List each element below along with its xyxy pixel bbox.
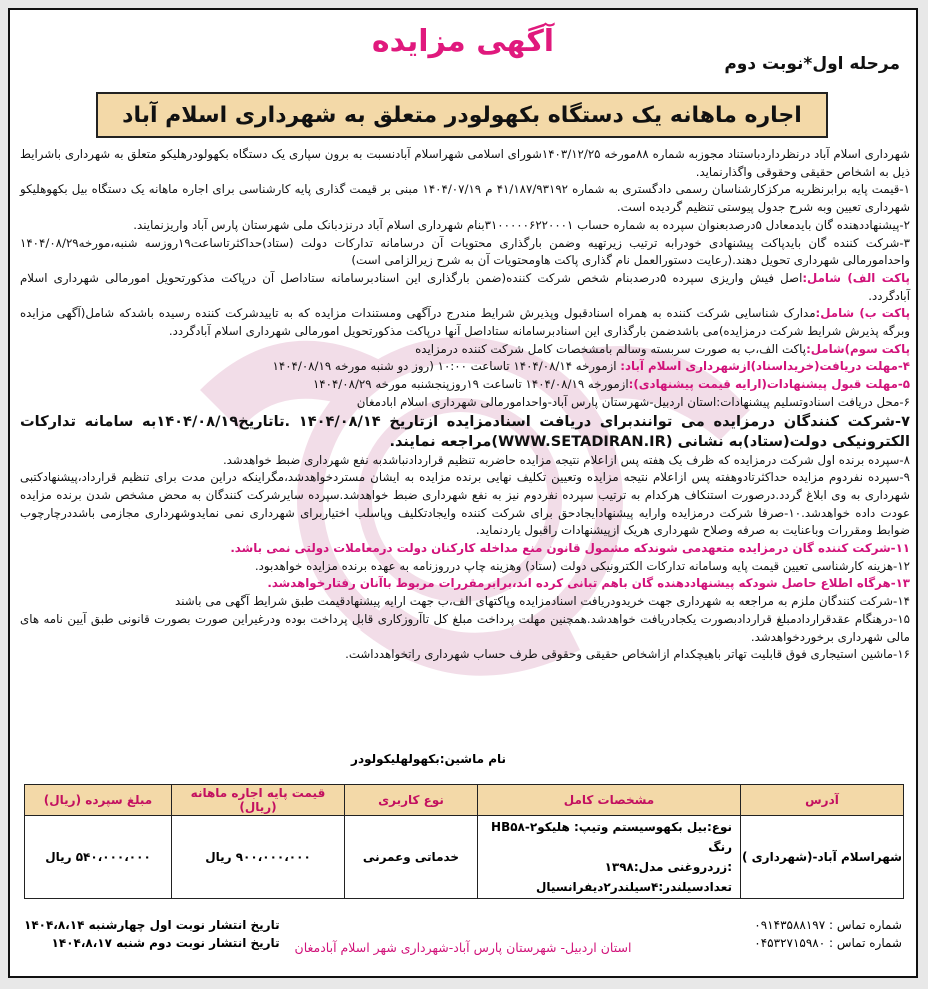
stage-label: مرحله اول*نوبت دوم [724,54,900,74]
clause-4-text: ازمورخه ۱۴۰۴/۰۸/۱۴ تاساعت ۱۰:۰۰ (روز دو شنبه مورخه ۱۴۰۴/۰۸/۱۹ [272,359,621,374]
header-price: قیمت پایه اجاره ماهانه (ریال) [172,785,345,816]
packet-b [20,305,910,340]
header-address: آدرس [741,785,904,816]
pub-date-2: تاریخ انتشار نوبت دوم شنبه ۱۴۰۴،۸،۱۷ [51,936,280,950]
table-row [25,816,904,899]
clause-7-text: ۷-شرکت کنندگان درمزایده می توانندبرای دریافت اسنادمزایده ازتاریخ ۱۴۰۴/۰۸/۱۴ .تاتاریخ۱۴۰۴/۰۸/۱۹به سامانه تدارکات الکترونیکی دولت(ستاد)به نشانی ( [20,412,910,450]
cell-address: شهراسلام آباد-(شهرداری ) [741,816,904,899]
subject-banner [96,92,828,138]
cell-price: ۹۰۰،۰۰۰،۰۰۰ ریال [172,816,345,899]
packet-c [20,341,910,359]
clause-7 [20,412,910,452]
clause-14: ۱۴-شرکت کنندگان ملزم به مراجعه به شهرداری جهت خریدودریافت اسنادمزایده وپاکتهای الف،ب جهت ارایه پیشنهادقیمت طبق شرایط آگهی می باشند [175,594,910,609]
clause-9: ۹-سپرده نفردوم مزایده حداکثرتادوهفته پس ازاعلام نتیجه مزایده وتعیین تکلیف نهایی برنده مزایده به ایشان مستردخواهدشد،مگراینکه دراین مدت برای تنظیم قرارداد،پیشنهادکتبی شهرداری به وی ابلاغ گردد.درصورت استنکاف هرکدام به ترتیب سپرده نفردوم نیز به نفع شهرداری ضبط خواهدشد.سپرده سایرشرکت کنندگان به محض مشخص شدن برنده مزایده عودت داده خواهدشد.۱۰-صرفا شرکت درمزایده وارایه پیشنهادایجادحق برای شرکت کننده وایجادتکلیف وپاسلب اختیاربرای شهرداری نمی نمایدوشهرداری مجازمی باشددرچارچوب ضوابط ومقررات وباعنایت به صرفه وصلاح شهرداری هریک ازپیشنهادات راقبول یاردنماید. [20,470,910,538]
table-header-row [25,785,904,816]
pub-date-1: تاریخ انتشار نوبت اول چهارشنبه ۱۴۰۴،۸،۱۴ [24,918,280,932]
spec-line-3: تعدادسیلندر:۴سیلندر۲دیفرانسیال [535,880,732,894]
clause-3: ۳-شرکت کننده گان بایدپاکت پیشنهادی خودرابه ترتیب زیرتهیه وضمن بارگذاری محتویات آن درسامانه تدارکات دولت (ستاد)حداکثرتاساعت۱۹روزسه شنبه،مورخه۱۴۰۴/۰۸/۲۹ واحدامورمالی شهرداری تحویل دهند.(رعایت دستورالعمل نام گذاری پاکت هاومحتویات آن به شرح زیرالزامی است) [20,235,910,268]
packet-a-text: اصل فیش واریزی سپرده ۵درصدبنام شخص شرکت کننده(ضمن بارگذاری این اسنادبرسامانه ستاداصل آن درپاکت مذکورتحویل امورمالی شهرداری اسلام آبادگردد. [20,270,910,303]
packet-c-text: پاکت الف،ب به صورت سربسته وسالم بامشخصات کامل شرکت کننده درمزایده [415,341,807,356]
header-spec: مشخصات کامل [478,785,741,816]
subject-text: اجاره ماهانه یک دستگاه بکهولودر متعلق به شهرداری اسلام آباد [122,102,802,128]
clause-13: ۱۳-هرگاه اطلاع حاصل شودکه پیشنهاددهنده گان باهم تبانی کرده اند،برابرمقررات مربوط باآنان رفتارخواهدشد. [267,576,910,591]
spec-line-2: :زردروغنی مدل:۱۳۹۸ [604,860,732,874]
cell-usage: خدماتی وعمرنی [345,816,478,899]
cell-spec [478,816,741,899]
clause-11: ۱۱-شرکت کننده گان درمزایده متعهدمی شوندکه مشمول قانون منع مداخله کارکنان دولت درمعاملات دولتی نمی باشد. [230,541,910,556]
clause-12: ۱۲-هزینه کارشناسی تعیین قیمت پایه وسامانه تدارکات الکترونیکی دولت (ستاد) وهزینه چاپ درروزنامه به عهده برنده مزایده خواهدبود. [254,558,910,573]
setadiran-link[interactable]: WWW.SETADIRAN.IR [498,432,666,450]
clause-5-label: ۵-مهلت قبول پیشنهادات(ارایه قیمت پیشنهادی): [628,377,910,392]
phone-2: شماره تماس : ۰۴۵۳۲۷۱۵۹۸۰ [754,936,902,950]
clause-4-label: ۴-مهلت دریافت(خریداسناد)ازشهرداری اسلام آباد: [620,359,910,374]
clause-5-text: ازمورخه ۱۴۰۴/۰۸/۱۹ تاساعت ۱۹روزپنجشنبه مورخه ۱۴۰۴/۰۸/۲۹ [312,377,629,392]
clause-7-end: )مراجعه نمایند. [389,432,499,450]
packet-c-label: پاکت سوم)شامل: [806,341,910,356]
notice-body [20,146,910,664]
machine-name: نام ماشین:بکهولهلیکولودر [351,752,506,766]
phone-1: شماره تماس : ۰۹۱۴۳۵۸۸۱۹۷ [754,918,902,932]
packet-b-label: پاکت ب) شامل: [815,306,911,321]
clause-8: ۸-سپرده برنده اول شرکت درمزایده که ظرف یک هفته پس ازاعلام نتیجه مزایده حاضربه تنظیم قراردادنباشدبه نفع شهرداری ضبط خواهدشد. [222,452,910,467]
clause-6: ۶-محل دریافت اسنادوتسلیم پیشنهادات:استان اردبیل-شهرستان پارس آباد-واحدامورمالی شهرداری اسلام ابادمغان [356,394,910,409]
spec-line-1: نوع:بیل بکهوسیستم وتیپ: هلیکو۲-HB۵۸ رنگ [491,820,732,854]
header-deposit: مبلغ سپرده (ریال) [25,785,172,816]
packet-a [20,270,910,305]
clause-15: ۱۵-درهنگام عقدقراردادمبلغ قراردادبصورت یکجادریافت خواهدشد.همچنین مهلت پرداخت مبلغ کل تاآروزکاری قابل پرداخت بوده ودرغیراین صورت بصورت قانونی طبق آیین نامه های مالی شهرداری برخوردخواهدشد. [20,611,910,644]
clause-2: ۲-پیشنهاددهنده گان بایدمعادل ۵درصدبعنوان سپرده به شماره حساب ۳۱۰۰۰۰۰۶۲۲۰۰۰۱بنام شهرداری اسلام آباد درنزدبانک ملی شهرستان پارس آباد واریزنمایند. [133,217,910,232]
clause-16: ۱۶-ماشین استیجاری فوق قابلیت تهاتر باهیچکدام ازاشخاص حقیقی وحقوقی طرف حساب شهرداری راتخواهدداشت. [345,647,910,662]
cell-deposit: ۵۴۰،۰۰۰،۰۰۰ ریال [25,816,172,899]
auction-notice [8,8,918,978]
clause-1: ۱-قیمت پایه برابرنظریه مرکزکارشناسان رسمی دادگستری به شماره ۴۱/۱۸۷/۹۳۱۹۲ م ۱۴۰۴/۰۷/۱۹ مبنی بر قیمت گذاری پایه کارشناسی برای اجاره ماهانه یک دستگاه بیل بکهوهلیکو شهرداری تعیین وبه شرح جدول پیوستی تنظیم گردیده است. [20,182,910,215]
notice-title: آگهی مزایده [371,24,555,59]
clause-4 [20,358,910,376]
packet-a-label: پاکت الف) شامل: [802,270,910,285]
intro-paragraph: شهرداری اسلام آباد درنظرداردباستناد مجوزبه شماره ۸۸مورخه ۱۴۰۳/۱۲/۲۵شورای اسلامی شهراسلام آبادنسبت به برون سپاری یک دستگاه بکهولودرهلیکو متعلق به شهرداری باشرایط ذیل به اشخاص حقیقی وحقوقی واگذارنماید. [20,147,910,179]
clause-5 [20,376,910,394]
header-usage: نوع کاربری [345,785,478,816]
packet-b-text: مدارک شناسایی شرکت کننده به همراه اسنادقبول وپذیرش شرایط مندرج درآگهی ومستندات مزایده که به تاییدشرکت کننده رسیده باشدکه شامل(آگهی مزایده وبرگه پذیرش شرایط شرکت درمزایده)می باشدضمن بارگذاری این اسنادبرسامانه ستاداصل آنها درپاکت مذکورتحویل امورمالی شهرداری اسلام آبادگردد. [20,306,910,339]
auction-table [24,784,904,899]
footer-address: استان اردبیل- شهرستان پارس آباد-شهرداری شهر اسلام آبادمغان [294,940,632,955]
